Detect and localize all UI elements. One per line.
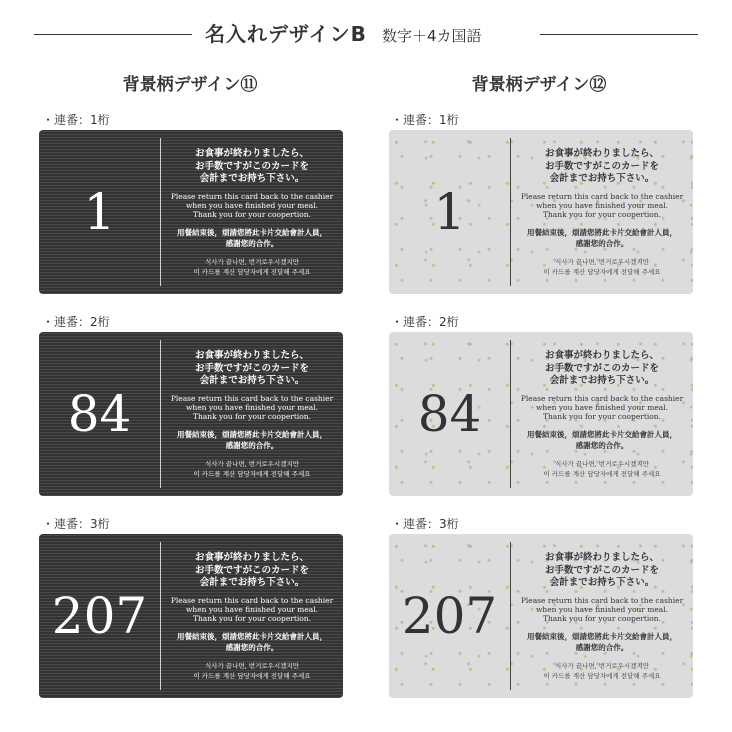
japanese-message xyxy=(165,552,339,590)
japanese-message xyxy=(515,148,689,186)
card-message xyxy=(165,552,339,681)
chinese-message xyxy=(515,631,689,653)
japanese-line: 会計までお持ち下さい。 xyxy=(549,577,655,588)
korean-message xyxy=(165,257,339,277)
japanese-message xyxy=(515,552,689,590)
page-header xyxy=(0,14,732,54)
english-message xyxy=(165,596,339,623)
japanese-line: 会計までお持ち下さい。 xyxy=(199,577,305,588)
korean-message xyxy=(515,661,689,681)
serial-number: 1 xyxy=(83,183,116,241)
card-design-12-2-digit xyxy=(389,332,693,496)
row-label-1-digit: ・連番：1桁 xyxy=(391,113,459,127)
card-message xyxy=(515,552,689,681)
japanese-line: お食事が終わりましたら、 xyxy=(544,350,659,361)
korean-line: 식사가 끝나면, 번거로우시겠지만 xyxy=(204,257,300,266)
japanese-line: 会計までお持ち下さい。 xyxy=(549,173,655,184)
english-line: when you have finished your meal. xyxy=(185,402,319,412)
english-line: Thank you for your coopertion. xyxy=(542,613,662,623)
japanese-line: お食事が終わりましたら、 xyxy=(194,350,309,361)
japanese-line: 会計までお持ち下さい。 xyxy=(549,375,655,386)
chinese-line: 用餐結束後，煩請您將此卡片交給會計人員， xyxy=(177,227,327,237)
english-line: Please return this card back to the cashier xyxy=(520,393,684,403)
english-message xyxy=(515,192,689,219)
chinese-message xyxy=(165,631,339,653)
card-divider xyxy=(160,340,161,488)
card-divider xyxy=(510,340,511,488)
japanese-message xyxy=(165,350,339,388)
japanese-line: お手数ですがこのカードを xyxy=(194,362,309,374)
chinese-message xyxy=(165,429,339,451)
chinese-line: 感謝您的合作。 xyxy=(575,238,629,248)
japanese-message xyxy=(515,350,689,388)
korean-message xyxy=(165,459,339,479)
chinese-message xyxy=(165,227,339,249)
card-design-11-1-digit xyxy=(39,130,343,294)
korean-line: 식사가 끝나면, 번거로우시겠지만 xyxy=(554,459,650,468)
english-line: Please return this card back to the cashier xyxy=(520,191,684,201)
serial-number: 207 xyxy=(51,587,148,645)
serial-number: 84 xyxy=(417,385,482,443)
english-line: when you have finished your meal. xyxy=(535,604,669,614)
card-divider xyxy=(160,138,161,286)
chinese-line: 用餐結束後，煩請您將此卡片交給會計人員， xyxy=(177,631,327,641)
english-line: when you have finished your meal. xyxy=(535,402,669,412)
english-line: Please return this card back to the cashier xyxy=(170,595,334,605)
chinese-line: 感謝您的合作。 xyxy=(225,238,279,248)
header-rule-right xyxy=(540,34,698,35)
card-message xyxy=(515,350,689,479)
english-message xyxy=(165,394,339,421)
serial-number: 84 xyxy=(67,385,132,443)
chinese-line: 感謝您的合作。 xyxy=(225,440,279,450)
chinese-line: 用餐結束後，煩請您將此卡片交給會計人員， xyxy=(177,429,327,439)
japanese-line: お手数ですがこのカードを xyxy=(194,160,309,172)
row-label-3-digit: ・連番：3桁 xyxy=(391,517,459,531)
card-divider xyxy=(160,542,161,690)
korean-message xyxy=(515,257,689,277)
english-line: Thank you for your coopertion. xyxy=(192,613,312,623)
japanese-line: お食事が終わりましたら、 xyxy=(194,552,309,563)
header-title-group xyxy=(205,18,482,47)
english-line: Thank you for your coopertion. xyxy=(192,411,312,421)
card-design-11-3-digit xyxy=(39,534,343,698)
japanese-line: お手数ですがこのカードを xyxy=(544,160,659,172)
english-message xyxy=(515,394,689,421)
card-divider xyxy=(510,138,511,286)
japanese-line: お手数ですがこのカードを xyxy=(544,362,659,374)
card-design-12-1-digit xyxy=(389,130,693,294)
chinese-line: 感謝您的合作。 xyxy=(225,642,279,652)
english-line: Please return this card back to the cashier xyxy=(170,393,334,403)
chinese-line: 感謝您的合作。 xyxy=(575,642,629,652)
english-line: Thank you for your coopertion. xyxy=(542,209,662,219)
card-design-11-2-digit xyxy=(39,332,343,496)
english-line: Thank you for your coopertion. xyxy=(542,411,662,421)
card-message xyxy=(165,350,339,479)
chinese-line: 用餐結束後，煩請您將此卡片交給會計人員， xyxy=(527,227,677,237)
korean-line: 이 카드를 계산 담당자에게 전달해 주세요 xyxy=(193,469,311,478)
card-message xyxy=(515,148,689,277)
japanese-message xyxy=(165,148,339,186)
korean-line: 이 카드를 계산 담당자에게 전달해 주세요 xyxy=(193,267,311,276)
chinese-line: 用餐結束後，煩請您將此卡片交給會計人員， xyxy=(527,631,677,641)
korean-message xyxy=(165,661,339,681)
korean-line: 이 카드를 계산 담당자에게 전달해 주세요 xyxy=(543,671,661,680)
japanese-line: 会計までお持ち下さい。 xyxy=(199,375,305,386)
row-label-2-digit: ・連番：2桁 xyxy=(42,315,110,329)
korean-line: 이 카드를 계산 담당자에게 전달해 주세요 xyxy=(543,267,661,276)
english-line: when you have finished your meal. xyxy=(185,200,319,210)
row-label-2-digit: ・連番：2桁 xyxy=(391,315,459,329)
header-rule-left xyxy=(34,34,192,35)
japanese-line: 会計までお持ち下さい。 xyxy=(199,173,305,184)
japanese-line: お食事が終わりましたら、 xyxy=(194,148,309,159)
english-line: Please return this card back to the cashier xyxy=(170,191,334,201)
english-message xyxy=(165,192,339,219)
english-line: when you have finished your meal. xyxy=(535,200,669,210)
card-message xyxy=(165,148,339,277)
column-title-design-11: 背景柄デザイン⑪ xyxy=(122,75,258,95)
korean-line: 식사가 끝나면, 번거로우시겠지만 xyxy=(204,661,300,670)
row-label-3-digit: ・連番：3桁 xyxy=(42,517,110,531)
english-message xyxy=(515,596,689,623)
page-title: 名入れデザインB xyxy=(205,22,367,46)
japanese-line: お食事が終わりましたら、 xyxy=(544,552,659,563)
card-divider xyxy=(510,542,511,690)
chinese-message xyxy=(515,429,689,451)
chinese-message xyxy=(515,227,689,249)
english-line: Thank you for your coopertion. xyxy=(192,209,312,219)
english-line: Please return this card back to the cashier xyxy=(520,595,684,605)
column-title-design-12: 背景柄デザイン⑫ xyxy=(471,75,607,95)
serial-number: 1 xyxy=(433,183,466,241)
chinese-line: 感謝您的合作。 xyxy=(575,440,629,450)
korean-line: 식사가 끝나면, 번거로우시겠지만 xyxy=(554,661,650,670)
page-subtitle: 数字＋4カ国語 xyxy=(381,27,482,45)
serial-number: 207 xyxy=(401,587,498,645)
english-line: when you have finished your meal. xyxy=(185,604,319,614)
japanese-line: お手数ですがこのカードを xyxy=(544,564,659,576)
japanese-line: お手数ですがこのカードを xyxy=(194,564,309,576)
korean-message xyxy=(515,459,689,479)
korean-line: 식사가 끝나면, 번거로우시겠지만 xyxy=(554,257,650,266)
row-label-1-digit: ・連番：1桁 xyxy=(42,113,110,127)
japanese-line: お食事が終わりましたら、 xyxy=(544,148,659,159)
korean-line: 식사가 끝나면, 번거로우시겠지만 xyxy=(204,459,300,468)
card-design-12-3-digit xyxy=(389,534,693,698)
korean-line: 이 카드를 계산 담당자에게 전달해 주세요 xyxy=(543,469,661,478)
chinese-line: 用餐結束後，煩請您將此卡片交給會計人員， xyxy=(527,429,677,439)
korean-line: 이 카드를 계산 담당자에게 전달해 주세요 xyxy=(193,671,311,680)
